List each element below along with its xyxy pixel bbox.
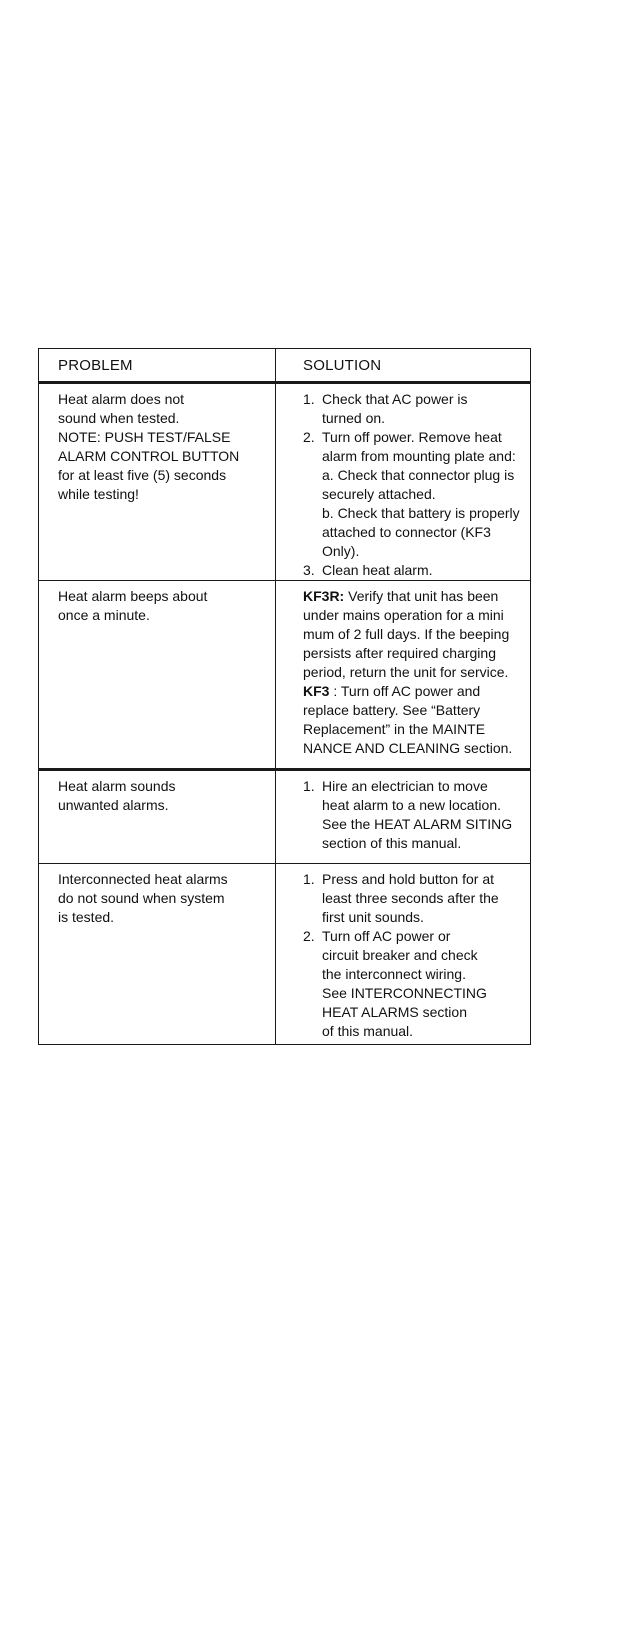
problem-cell — [39, 770, 276, 864]
sub-step-b: b. Check that battery is properly attached to connector (KF3 Only). — [322, 505, 520, 559]
solution-step — [303, 777, 528, 853]
step-text: Press and hold button for at least three seconds after the first unit sounds. — [322, 871, 499, 925]
solution-step — [303, 428, 528, 561]
table-row — [39, 581, 531, 770]
table-row — [39, 770, 531, 864]
step-number: 1. — [303, 391, 315, 407]
solution-cell — [276, 581, 531, 770]
solution-steps — [303, 390, 528, 580]
step-number: 1. — [303, 778, 315, 794]
step-text: Hire an electrician to move heat alarm to a new location. See the HEAT ALARM SITING section of this manual. — [322, 778, 513, 851]
problem-cell — [39, 864, 276, 1045]
solution-cell — [276, 864, 531, 1045]
step-text: Clean heat alarm. — [322, 562, 433, 578]
problem-text: Heat alarm does not sound when tested. NOTE: PUSH TEST/FALSE ALARM CONTROL BUTTON for at least five (5) seconds while testing! — [58, 391, 240, 502]
kf3-text: : Turn off AC power and replace battery. See “Battery Replacement” in the MAINTE NANCE AND CLEANING section. — [303, 683, 513, 756]
troubleshooting-table — [38, 348, 531, 1045]
kf3r-solution — [303, 587, 528, 682]
step-number: 1. — [303, 871, 315, 887]
problem-cell — [39, 383, 276, 581]
problem-text: Heat alarm beeps about once a minute. — [58, 588, 208, 623]
kf3r-label: KF3R: — [303, 588, 345, 604]
step-number: 2. — [303, 928, 315, 944]
step-number: 2. — [303, 429, 315, 445]
kf3-label: KF3 — [303, 683, 330, 699]
problem-text: Interconnected heat alarms do not sound when system is tested. — [58, 871, 228, 925]
table-header-row — [39, 349, 531, 383]
solution-step — [303, 927, 528, 1041]
solution-step — [303, 390, 528, 428]
step-text: Check that AC power is turned on. — [322, 391, 468, 426]
header-problem: PROBLEM — [39, 349, 276, 383]
step-text: Turn off AC power or circuit breaker and check the interconnect wiring. See INTERCONNECTING HEAT ALARMS section of this manual. — [322, 928, 487, 1039]
solution-steps — [303, 777, 528, 853]
problem-text: Heat alarm sounds unwanted alarms. — [58, 778, 176, 813]
solution-cell — [276, 383, 531, 581]
kf3r-text: Verify that unit has been under mains operation for a mini mum of 2 full days. If the beeping persists after required charging period, return the unit for service. — [303, 588, 510, 680]
step-text: Turn off power. Remove heat alarm from mounting plate and: — [322, 429, 516, 464]
sub-step-a: a. Check that connector plug is securely attached. — [322, 467, 515, 502]
header-solution: SOLUTION — [276, 349, 531, 383]
table-row — [39, 864, 531, 1045]
solution-step — [303, 561, 528, 580]
kf3-solution — [303, 682, 528, 758]
solution-cell — [276, 770, 531, 864]
table-row — [39, 383, 531, 581]
solution-step — [303, 870, 528, 927]
solution-steps — [303, 870, 528, 1041]
problem-cell — [39, 581, 276, 770]
step-number: 3. — [303, 562, 315, 578]
